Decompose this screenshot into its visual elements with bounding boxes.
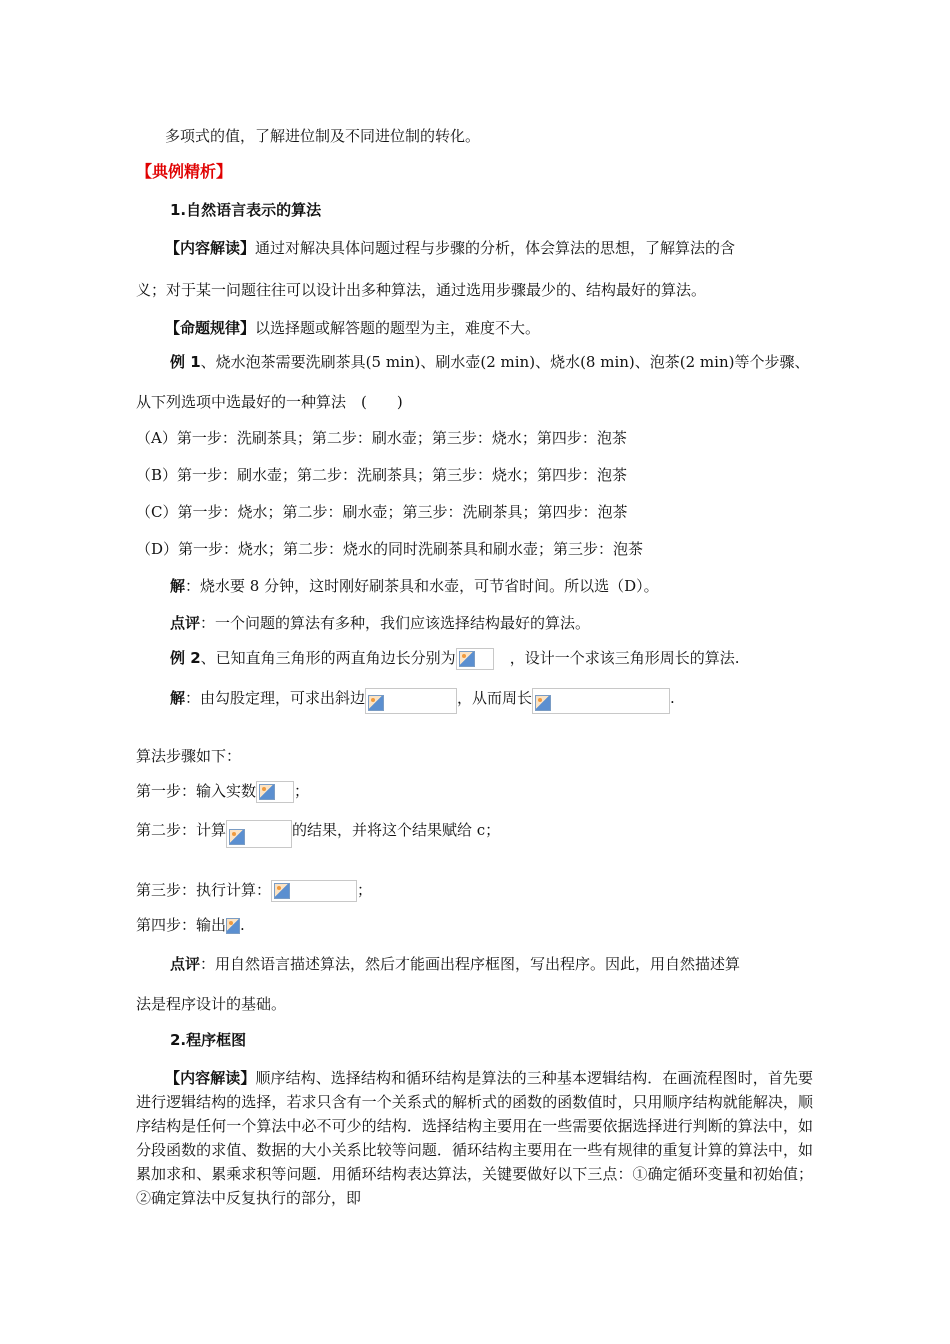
image-placeholder-icon — [459, 651, 475, 667]
example-2-text-b: ，设计一个求该三角形周长的算法. — [509, 649, 740, 667]
s2-content-label: 【内容解读】 — [165, 1069, 256, 1087]
step-1-end: ； — [294, 782, 310, 800]
image-placeholder-icon — [226, 918, 240, 934]
step-3-text: 第三步：执行计算： — [136, 881, 272, 899]
step-3 — [136, 880, 372, 902]
image-placeholder-icon — [274, 883, 290, 899]
step-4-text: 第四步：输出 — [136, 916, 227, 934]
comment-2-label: 点评 — [170, 955, 201, 973]
comment-1-text: ：一个问题的算法有多种，我们应该选择结构最好的算法。 — [200, 614, 591, 632]
example-1-line-2: 从下列选项中选最好的一种算法 ( ) — [136, 393, 403, 411]
content-label: 【内容解读】 — [165, 239, 256, 257]
s2-content-paragraph — [136, 1066, 813, 1210]
broken-image-icon — [226, 916, 240, 936]
comment-2-line-2: 法是程序设计的基础。 — [136, 995, 287, 1013]
solution-1-label: 解 — [170, 577, 186, 595]
example-2 — [170, 648, 739, 670]
solution-1 — [170, 576, 659, 596]
image-placeholder-icon — [229, 829, 245, 845]
broken-image-icon — [226, 820, 292, 848]
rule-text: 以选择题或解答题的题型为主，难度不大。 — [255, 319, 541, 337]
step-1-text: 第一步：输入实数 — [136, 782, 257, 800]
section-header: 【典例精析】 — [136, 162, 233, 181]
rule-label: 【命题规律】 — [165, 319, 256, 337]
step-2-end: 的结果，并将这个结果赋给 c； — [292, 821, 501, 839]
s1-content-line-1 — [165, 238, 735, 258]
s1-content-line-2: 义；对于某一问题往往可以设计出多种算法，通过选用步骤最少的、结构最好的算法。 — [136, 281, 707, 299]
example-2-text-a: 、已知直角三角形的两直角边长分别为 — [200, 649, 456, 667]
s2-content-text: 顺序结构、选择结构和循环结构是算法的三种基本逻辑结构．在画流程图时，首先要进行逻辑结构的选择，若求只含有一个关系式的解析式的函数的函数值时，只用顺序结构就能解决，顺序结构是任何一个算法中必不可少的结构．选择结构主要用在一些需要依据选择进行判断的算法中，如分段函数的求值、数据的大小关系比较等问题．循环结构主要用在一些有规律的重复计算的算法中，如累加求和、累乘求积等问题．用循环结构表达算法，关键要做好以下三点：①确定循环变量和初始值；②确定算法中反复执行的部分，即 — [136, 1069, 813, 1207]
solution-2-label: 解 — [170, 689, 186, 707]
solution-2 — [170, 688, 675, 714]
image-placeholder-icon — [535, 695, 551, 711]
step-3-end: ； — [357, 881, 373, 899]
comment-2-text: ：用自然语言描述算法，然后才能画出程序框图，写出程序。因此，用自然描述算 — [200, 955, 741, 973]
solution-2-text-b: ，从而周长 — [457, 689, 533, 707]
image-placeholder-icon — [259, 784, 275, 800]
steps-title: 算法步骤如下： — [136, 747, 242, 765]
option-c: （C）第一步：烧水；第二步：刷水壶；第三步：洗刷茶具；第四步：泡茶 — [136, 503, 628, 521]
section-2-title: 2.程序框图 — [170, 1031, 247, 1049]
broken-image-icon — [256, 781, 294, 803]
step-4-end: . — [240, 916, 245, 934]
solution-1-text: ：烧水要 8 分钟，这时刚好刷茶具和水壶，可节省时间。所以选（D）。 — [185, 577, 659, 595]
broken-image-icon — [456, 648, 494, 670]
content-text: 通过对解决具体问题过程与步骤的分析，体会算法的思想，了解算法的含 — [255, 239, 736, 257]
comment-1-label: 点评 — [170, 614, 201, 632]
example-1-label: 例 1 — [170, 353, 201, 371]
option-d: （D）第一步：烧水；第二步：烧水的同时洗刷茶具和刷水壶；第三步：泡茶 — [136, 540, 644, 558]
step-2-text: 第二步：计算 — [136, 821, 227, 839]
image-placeholder-icon — [368, 695, 384, 711]
comment-2-line-1 — [170, 954, 740, 974]
option-b: （B）第一步：刷水壶；第二步：洗刷茶具；第三步：烧水；第四步：泡茶 — [136, 466, 628, 484]
solution-2-text-a: ：由勾股定理，可求出斜边 — [185, 689, 366, 707]
option-a: （A）第一步：洗刷茶具；第二步：刷水壶；第三步：烧水；第四步：泡茶 — [136, 429, 627, 447]
broken-image-icon — [365, 688, 457, 714]
step-4 — [136, 915, 245, 936]
example-1-line-1 — [170, 352, 809, 372]
intro-line: 多项式的值，了解进位制及不同进位制的转化。 — [165, 127, 481, 145]
step-2 — [136, 820, 500, 848]
solution-2-text-c: . — [670, 689, 675, 707]
rule-line — [165, 318, 540, 338]
section-1-title: 1.自然语言表示的算法 — [170, 201, 322, 219]
broken-image-icon — [532, 688, 670, 714]
step-1 — [136, 781, 309, 803]
example-2-label: 例 2 — [170, 649, 201, 667]
comment-1 — [170, 613, 590, 633]
broken-image-icon — [271, 880, 357, 902]
example-1-text: 、烧水泡茶需要洗刷茶具(5 min)、刷水壶(2 min)、烧水(8 min)、泡茶(2 min)等个步骤、 — [200, 353, 810, 371]
